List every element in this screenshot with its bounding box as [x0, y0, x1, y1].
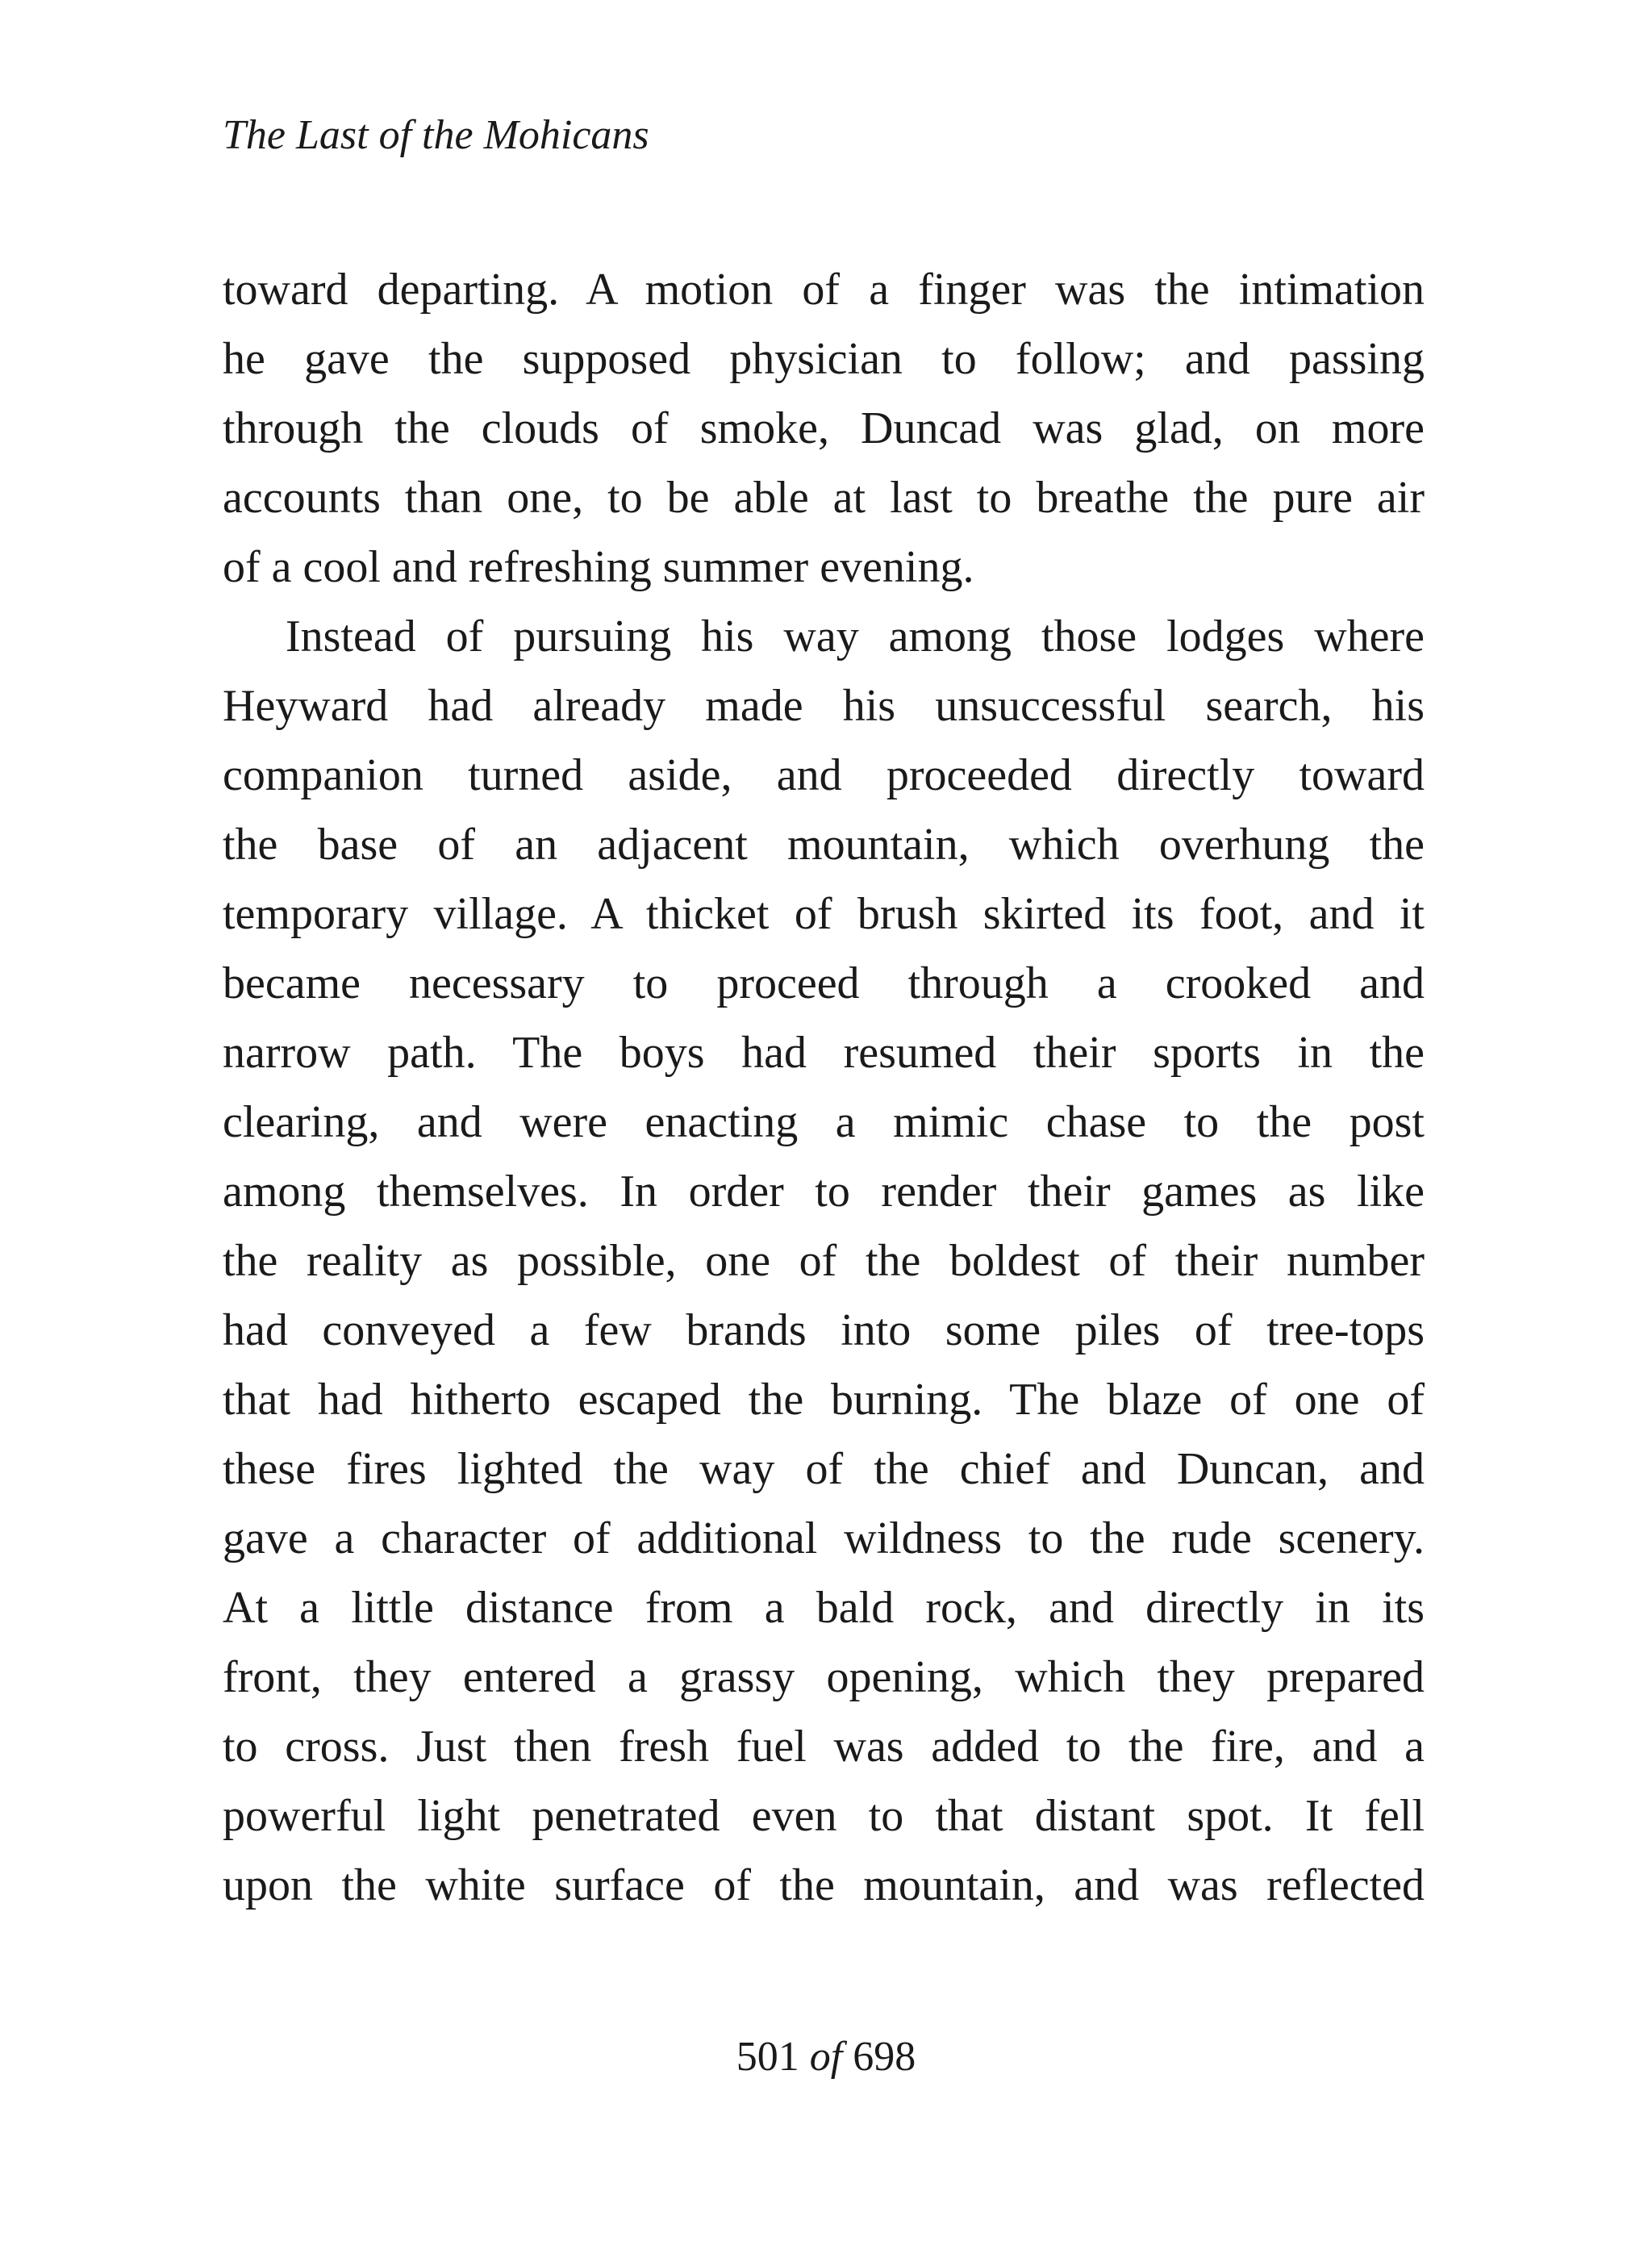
current-page-number: 501 — [736, 2034, 799, 2080]
text-line: these fires lighted the way of the chief and Duncan, and — [223, 1444, 1425, 1494]
page-number — [0, 2025, 1652, 2089]
text-line: temporary village. A thicket of brush skirted its foot, and it — [223, 889, 1425, 939]
text-line: accounts than one, to be able at last to breathe the pure air — [223, 473, 1425, 523]
text-line: gave a character of additional wildness to the rude scenery. — [223, 1513, 1425, 1563]
text-line: Heyward had already made his unsuccessful search, his — [223, 681, 1425, 731]
text-line: among themselves. In order to render their games as like — [223, 1167, 1425, 1217]
text-line: At a little distance from a bald rock, and directly in its — [223, 1583, 1425, 1633]
text-line: clearing, and were enacting a mimic chase to the post — [223, 1097, 1425, 1147]
text-line: toward departing. A motion of a finger was the intimation — [223, 265, 1425, 315]
text-line: he gave the supposed physician to follow; and passing — [223, 334, 1425, 384]
text-line: powerful light penetrated even to that distant spot. It fell — [223, 1791, 1425, 1841]
text-line: narrow path. The boys had resumed their sports in the — [223, 1028, 1425, 1078]
text-line: to cross. Just then fresh fuel was added to the fire, and a — [223, 1722, 1425, 1772]
text-line: that had hitherto escaped the burning. The blaze of one of — [223, 1375, 1425, 1425]
total-pages-number: 698 — [853, 2034, 916, 2080]
running-header-book-title: The Last of the Mohicans — [223, 112, 649, 158]
text-line: front, they entered a grassy opening, which they prepared — [223, 1652, 1425, 1702]
page-number-separator: of — [809, 2034, 843, 2080]
body-text — [223, 255, 1425, 1920]
text-line: of a cool and refreshing summer evening. — [223, 542, 974, 592]
text-line: the reality as possible, one of the boldest of their number — [223, 1236, 1425, 1286]
text-line: had conveyed a few brands into some piles of tree-tops — [223, 1305, 1425, 1355]
text-line: Instead of pursuing his way among those lodges where — [286, 612, 1425, 662]
text-line: companion turned aside, and proceeded directly toward — [223, 750, 1425, 800]
text-line: the base of an adjacent mountain, which overhung the — [223, 820, 1425, 870]
text-line: became necessary to proceed through a crooked and — [223, 958, 1425, 1008]
paragraph — [223, 602, 1425, 1920]
text-line: through the clouds of smoke, Duncad was glad, on more — [223, 403, 1425, 453]
text-line: upon the white surface of the mountain, and was reflected — [223, 1860, 1425, 1910]
paragraph — [223, 255, 1425, 602]
